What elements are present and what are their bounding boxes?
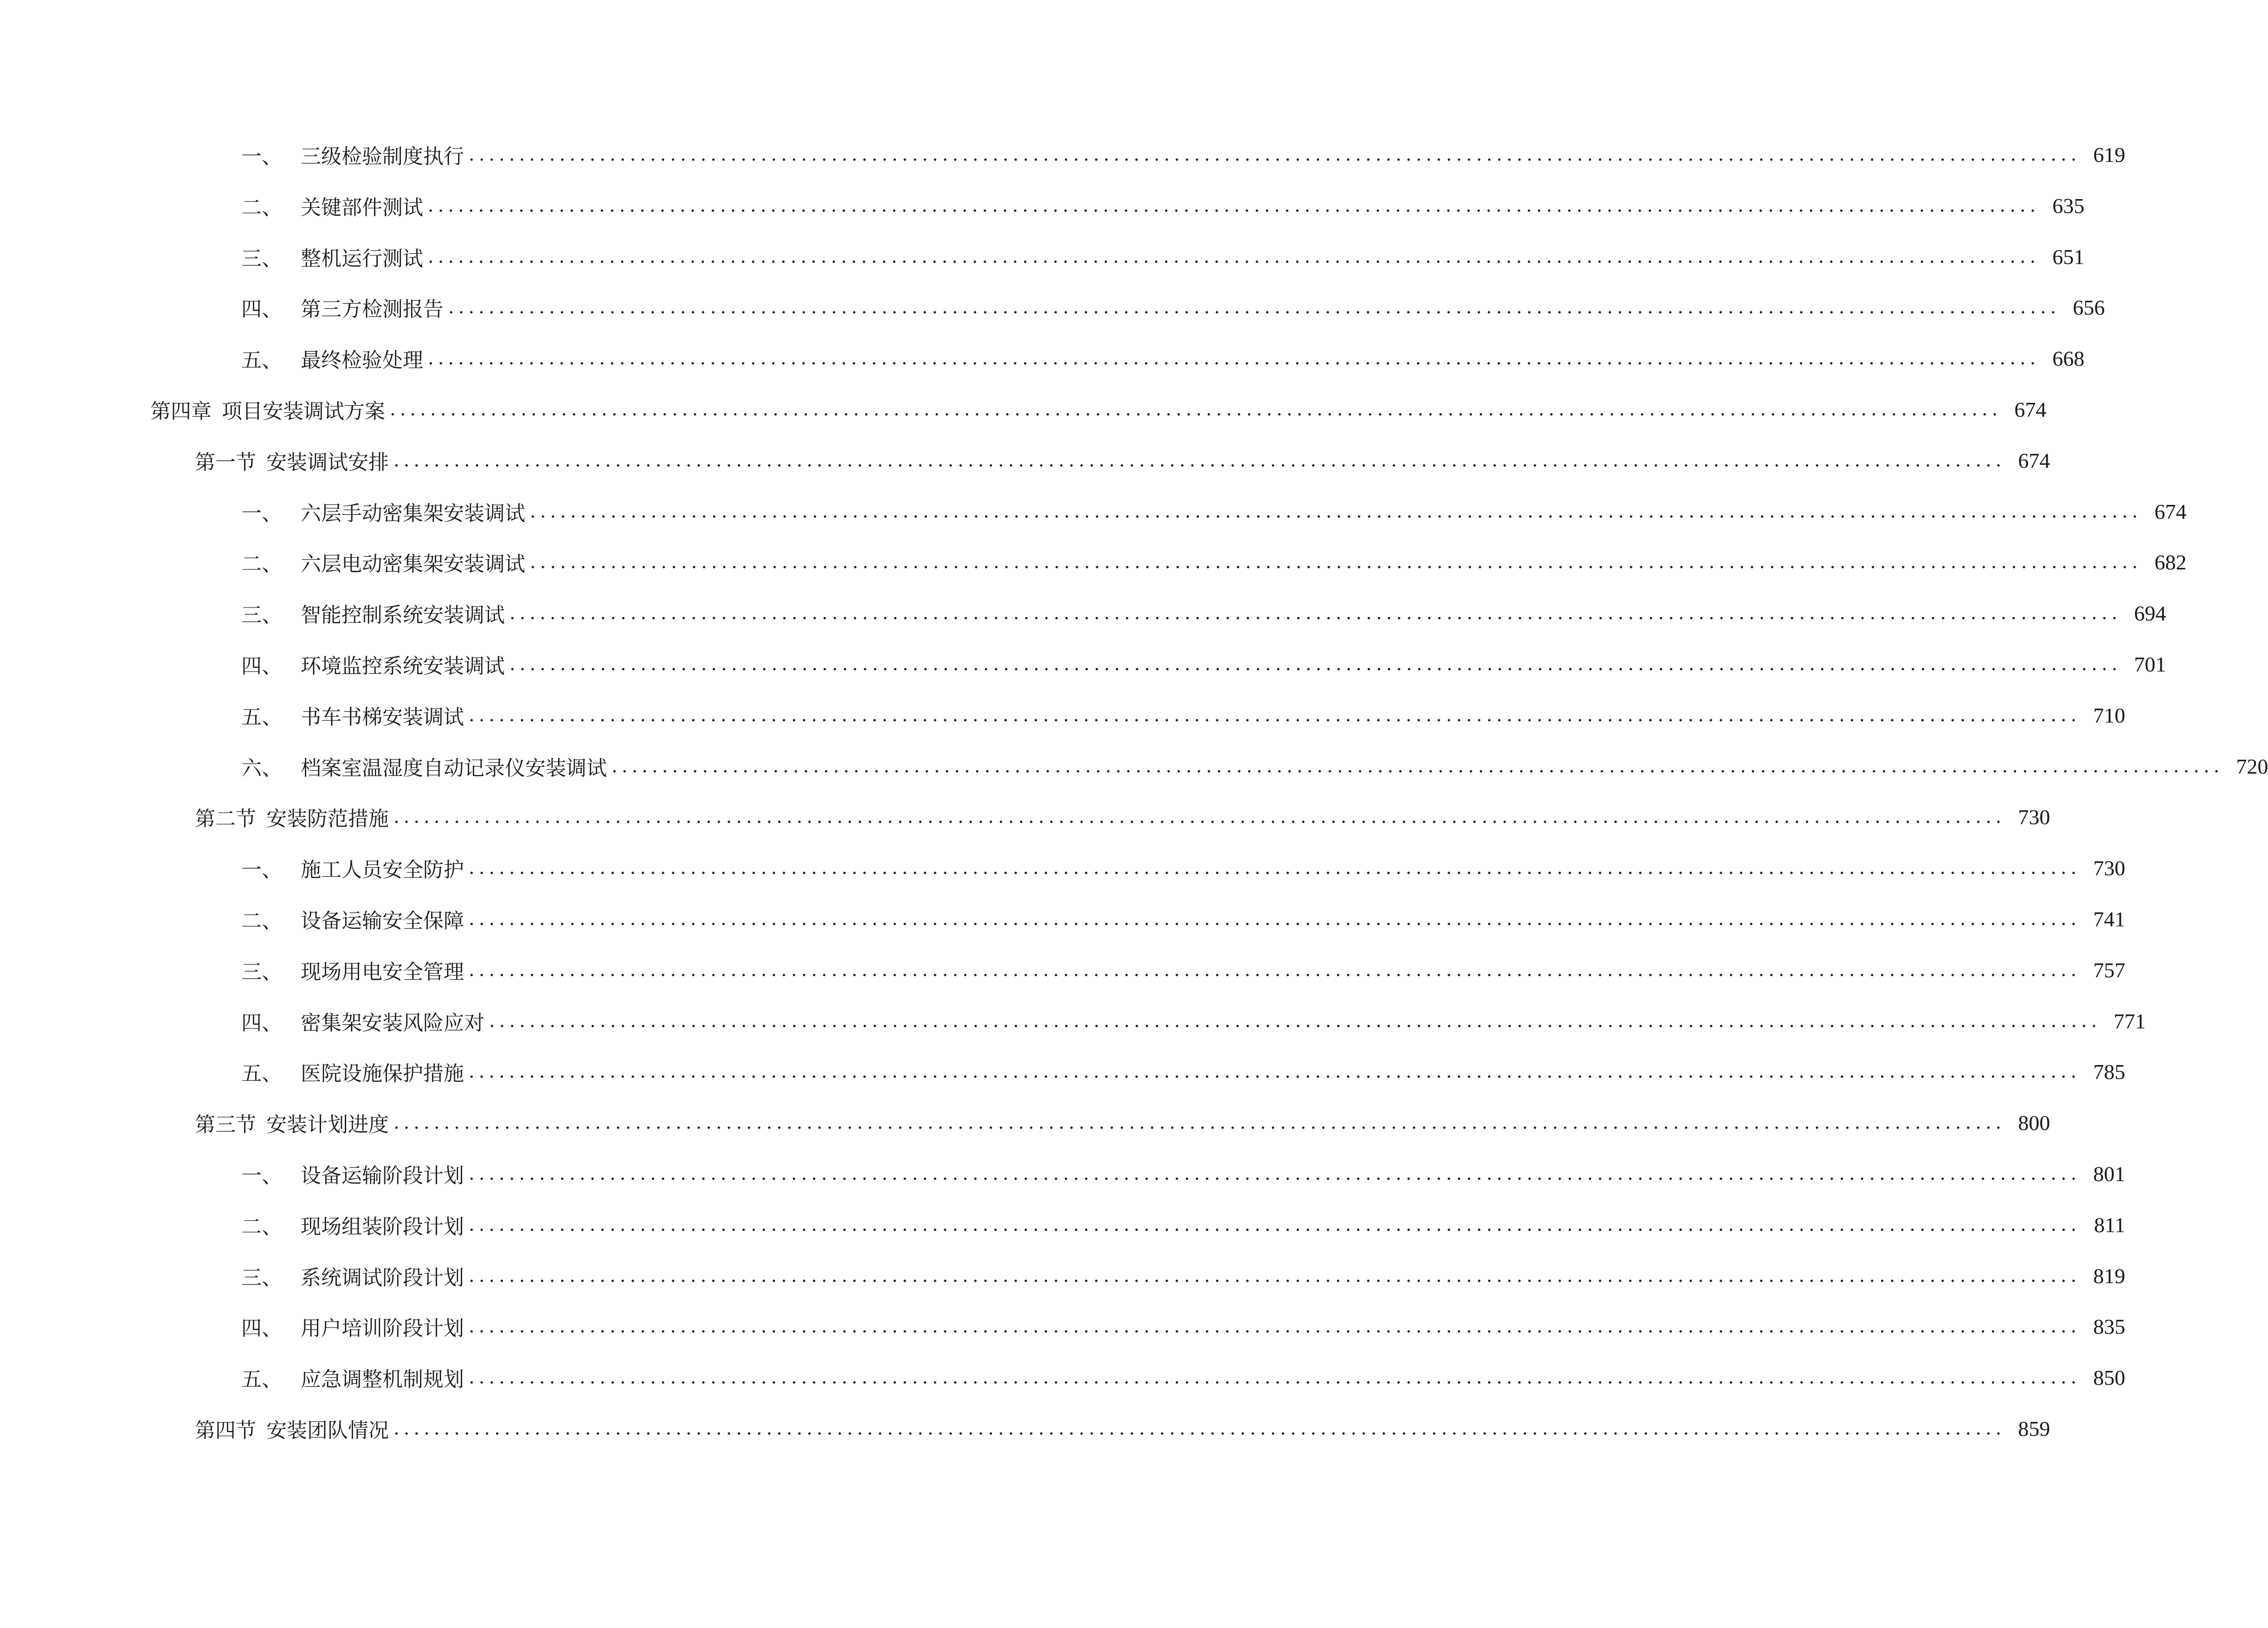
toc-entry-title: 最终检验处理: [301, 349, 423, 372]
toc-entry-number: 一、: [241, 1164, 282, 1188]
toc-entry-page-number: 674: [2154, 499, 2187, 523]
toc-entry-page-number: 730: [2093, 856, 2126, 880]
toc-entry[interactable]: [241, 699, 2126, 731]
toc-entry-page-number: 800: [2018, 1111, 2050, 1135]
toc-entry[interactable]: [241, 903, 2126, 935]
toc-entry-title: 医院设施保护措施: [301, 1062, 464, 1085]
toc-entry-number: 五、: [241, 705, 282, 729]
toc-entry-title: 第三方检测报告: [301, 297, 444, 321]
toc-dot-leader: ................................................................................................................................................................: [530, 501, 2142, 522]
toc-entry-page-number: 801: [2093, 1162, 2126, 1186]
toc-entry-number: 五、: [241, 1062, 282, 1085]
toc-dot-leader: ................................................................................................................................................................: [469, 1214, 2081, 1235]
toc-entry-number: 五、: [241, 349, 282, 372]
toc-entry-number: 二、: [241, 909, 282, 933]
toc-entry-number: 一、: [241, 858, 282, 882]
toc-dot-leader: ................................................................................................................................................................: [469, 1367, 2081, 1388]
toc-entry-title: 关键部件测试: [301, 196, 423, 220]
toc-entry-title: 设备运输安全保障: [301, 909, 464, 933]
toc-entry-page-number: 694: [2134, 601, 2166, 625]
toc-dot-leader: ................................................................................................................................................................: [509, 653, 2122, 675]
toc-entry-page-number: 674: [2014, 397, 2047, 421]
toc-entry[interactable]: [241, 342, 2085, 375]
toc-entry-number: 二、: [241, 1215, 282, 1239]
toc-entry-title: 书车书梯安装调试: [301, 705, 464, 729]
toc-entry-number: 二、: [241, 552, 282, 576]
toc-entry-number: 第二节: [195, 807, 256, 831]
toc-entry-page-number: 668: [2052, 346, 2085, 370]
toc-entry-title: 施工人员安全防护: [301, 858, 464, 882]
toc-entry-page-number: 859: [2018, 1416, 2050, 1441]
toc-entry-number: 一、: [241, 502, 282, 525]
toc-entry[interactable]: [195, 801, 2050, 833]
toc-entry-title: 密集架安装风险应对: [301, 1011, 484, 1035]
toc-entry-title: 环境监控系统安装调试: [301, 654, 505, 678]
toc-entry[interactable]: [241, 189, 2085, 222]
toc-entry-number: 四、: [241, 654, 282, 678]
toc-entry-page-number: 819: [2093, 1264, 2126, 1288]
toc-entry-page-number: 811: [2094, 1213, 2126, 1237]
toc-entry[interactable]: [241, 648, 2166, 680]
toc-entry[interactable]: [241, 1005, 2146, 1037]
toc-entry-title: 智能控制系统安装调试: [301, 603, 505, 627]
toc-entry-page-number: 682: [2154, 550, 2187, 574]
toc-dot-leader: ................................................................................................................................................................: [469, 144, 2081, 165]
toc-entry[interactable]: [241, 240, 2085, 273]
toc-entry-page-number: 635: [2052, 194, 2085, 218]
toc-entry-title: 安装计划进度: [266, 1113, 389, 1137]
toc-entry-page-number: 741: [2093, 907, 2126, 931]
toc-entry[interactable]: [241, 1055, 2126, 1088]
toc-entry[interactable]: [195, 444, 2050, 477]
toc-entry-page-number: 771: [2113, 1009, 2146, 1033]
toc-entry-number: 三、: [241, 960, 282, 984]
toc-dot-leader: ................................................................................................................................................................: [489, 1010, 2101, 1032]
toc-entry-title: 档案室温湿度自动记录仪安装调试: [301, 756, 607, 780]
toc-entry[interactable]: [150, 393, 2047, 426]
toc-entry-number: 第三节: [195, 1113, 256, 1137]
toc-dot-leader: ................................................................................................................................................................: [393, 1112, 2006, 1133]
toc-entry[interactable]: [241, 1310, 2126, 1343]
toc-entry-number: 四、: [241, 297, 282, 321]
toc-entry[interactable]: [241, 1208, 2126, 1241]
toc-entry-page-number: 850: [2093, 1365, 2126, 1389]
toc-entry[interactable]: [241, 954, 2126, 986]
toc-entry-page-number: 619: [2093, 142, 2126, 167]
toc-entry-page-number: 651: [2052, 245, 2085, 269]
toc-dot-leader: ................................................................................................................................................................: [509, 602, 2122, 624]
toc-entry-page-number: 710: [2093, 703, 2126, 727]
toc-entry-title: 项目安装调试方案: [222, 400, 385, 423]
toc-entry[interactable]: [241, 1361, 2126, 1394]
toc-entry[interactable]: [241, 546, 2187, 578]
toc-entry-number: 第四章: [150, 400, 212, 423]
toc-entry-title: 现场用电安全管理: [301, 960, 464, 984]
toc-dot-leader: ................................................................................................................................................................: [448, 297, 2061, 318]
toc-dot-leader: ................................................................................................................................................................: [469, 1163, 2081, 1184]
toc-dot-leader: ................................................................................................................................................................: [393, 1418, 2006, 1439]
toc-dot-leader: ................................................................................................................................................................: [469, 1265, 2081, 1286]
toc-entry-page-number: 701: [2134, 652, 2166, 676]
toc-entry-title: 整机运行测试: [301, 247, 423, 271]
toc-dot-leader: ................................................................................................................................................................: [428, 246, 2040, 267]
toc-entry[interactable]: [241, 750, 2268, 782]
toc-entry-number: 五、: [241, 1368, 282, 1391]
toc-entry-number: 第一节: [195, 451, 256, 474]
toc-entry-title: 用户培训阶段计划: [301, 1317, 464, 1340]
toc-entry-title: 三级检验制度执行: [301, 145, 464, 168]
toc-dot-leader: ................................................................................................................................................................: [469, 1061, 2081, 1082]
toc-entry-number: 三、: [241, 247, 282, 271]
toc-entry[interactable]: [241, 291, 2105, 323]
toc-entry[interactable]: [241, 1157, 2126, 1190]
toc-entry-number: 六、: [241, 756, 282, 780]
toc-entry-page-number: 757: [2093, 958, 2126, 982]
toc-dot-leader: ................................................................................................................................................................: [428, 348, 2040, 369]
toc-entry-title: 设备运输阶段计划: [301, 1164, 464, 1188]
toc-entry-title: 安装调试安排: [266, 451, 389, 474]
toc-entry-title: 六层电动密集架安装调试: [301, 552, 525, 576]
toc-entry-title: 安装防范措施: [266, 807, 389, 831]
toc-entry[interactable]: [195, 1412, 2050, 1445]
toc-entry-number: 第四节: [195, 1419, 256, 1442]
toc-entry[interactable]: [241, 495, 2187, 528]
toc-dot-leader: ................................................................................................................................................................: [612, 756, 2224, 777]
toc-dot-leader: ................................................................................................................................................................: [390, 399, 2002, 420]
toc-dot-leader: ................................................................................................................................................................: [469, 959, 2081, 981]
toc-entry-title: 安装团队情况: [266, 1419, 389, 1442]
toc-entry-number: 四、: [241, 1011, 282, 1035]
toc-entry[interactable]: [241, 138, 2126, 171]
toc-entry[interactable]: [241, 1260, 2126, 1292]
toc-entry-number: 三、: [241, 603, 282, 627]
toc-entry-number: 二、: [241, 196, 282, 220]
toc-dot-leader: ................................................................................................................................................................: [428, 195, 2040, 216]
toc-entry-title: 六层手动密集架安装调试: [301, 502, 525, 525]
toc-entry-page-number: 720: [2236, 754, 2268, 778]
toc-dot-leader: ................................................................................................................................................................: [469, 908, 2081, 930]
toc-entry-page-number: 674: [2018, 448, 2050, 472]
toc-entry-page-number: 785: [2093, 1059, 2126, 1084]
toc-dot-leader: ................................................................................................................................................................: [469, 704, 2081, 726]
toc-dot-leader: ................................................................................................................................................................: [469, 1316, 2081, 1337]
toc-dot-leader: ................................................................................................................................................................: [530, 551, 2142, 573]
toc-entry-page-number: 730: [2018, 805, 2050, 829]
toc-entry-title: 系统调试阶段计划: [301, 1266, 464, 1290]
toc-entry[interactable]: [241, 852, 2126, 884]
toc-entry[interactable]: [241, 597, 2166, 629]
toc-entry-number: 一、: [241, 145, 282, 168]
toc-dot-leader: ................................................................................................................................................................: [393, 450, 2006, 471]
toc-entry-number: 四、: [241, 1317, 282, 1340]
toc-dot-leader: ................................................................................................................................................................: [393, 806, 2006, 827]
toc-dot-leader: ................................................................................................................................................................: [469, 857, 2081, 879]
toc-entry-page-number: 656: [2073, 295, 2105, 319]
toc-entry-title: 应急调整机制规划: [301, 1368, 464, 1391]
toc-entry[interactable]: [195, 1106, 2050, 1139]
toc-entry-number: 三、: [241, 1266, 282, 1290]
toc-entry-page-number: 835: [2093, 1314, 2126, 1338]
toc-entry-title: 现场组装阶段计划: [301, 1215, 464, 1239]
